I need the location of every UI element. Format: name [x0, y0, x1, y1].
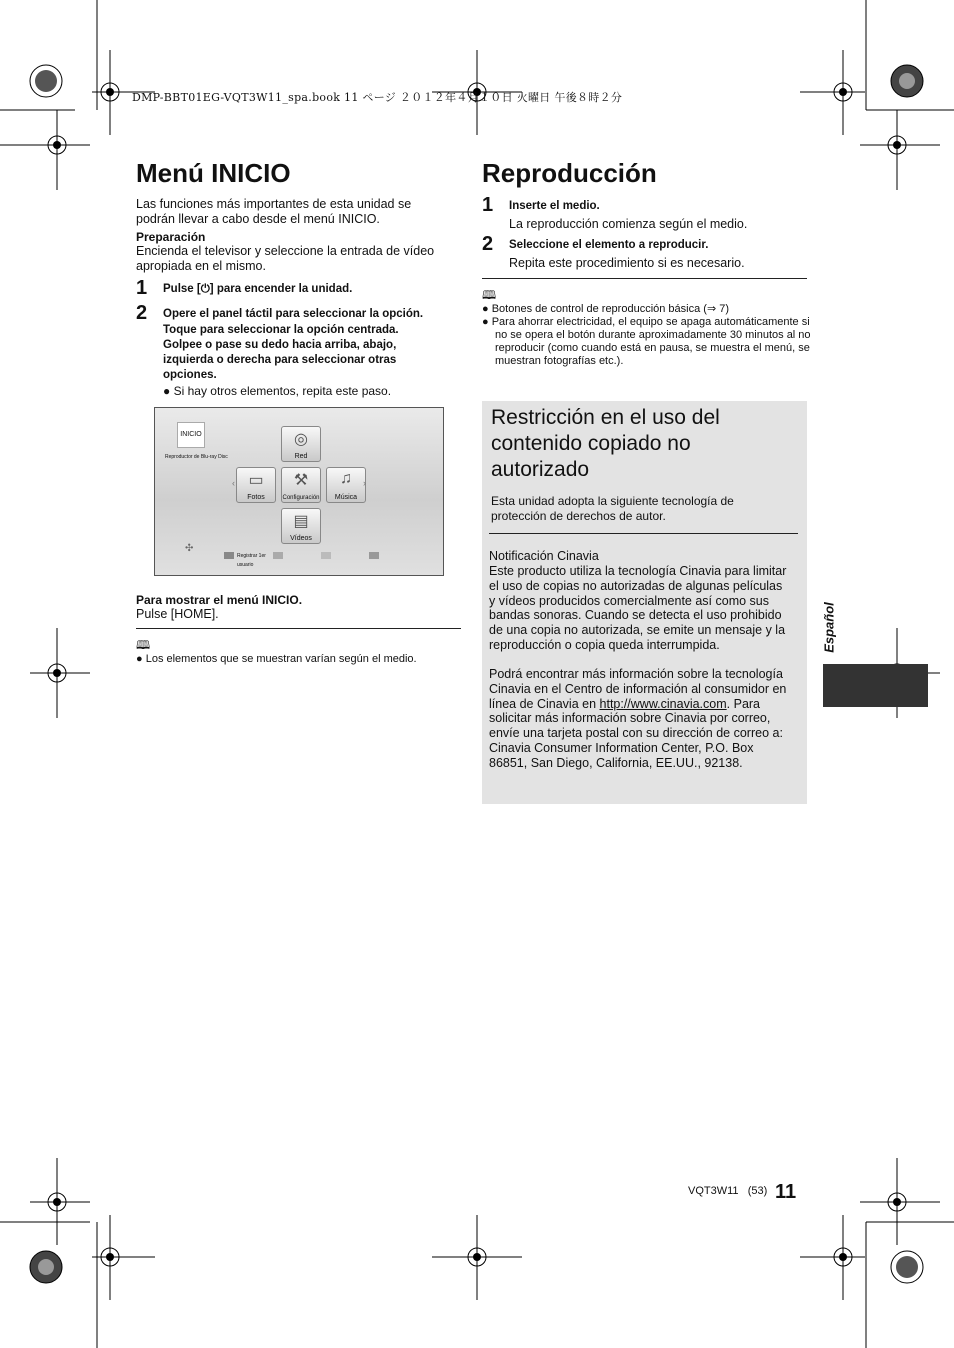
r-step-1-number: 1 — [482, 194, 494, 216]
r-step-2-sub: Repita este procedimiento si es necesario. — [509, 256, 745, 270]
tile-videos: ▤ Vídeos — [281, 508, 321, 544]
green-button-icon — [273, 552, 283, 559]
cinavia-notice-1: Este producto utiliza la tecnología Cinavia para limitar el uso de copias no autorizadas de algunas películas y vídeos producidos comercialmente así como sus bandas sonoras. Cuando se detecta el uso prohibido de una copia no autorizada, se emite un mensaje y la reproducción o copia queda interrumpida. — [489, 564, 787, 652]
book-note-icon: 🕮 — [482, 288, 497, 302]
tools-icon: ⚒ — [293, 472, 309, 489]
box-divider — [489, 533, 798, 534]
step-1-number: 1 — [136, 277, 148, 299]
cinavia-notice-2: Podrá encontrar más información sobre la tecnología Cinavia en el Centro de información al consumidor en línea de Cinavia en http://www.cinavia.com. Para solicitar más información sobre Cinavia por correo, envíe una tarjeta postal con su dirección de correo a: Cinavia Consumer Information Center, P.O. Box 86851, San Diego, California, EE.UU., 92138. — [489, 667, 787, 770]
tile-config: ⚒ Configuración — [281, 467, 321, 503]
tile-red: ◎ Red — [281, 426, 321, 462]
red-button-icon — [224, 552, 234, 559]
r-step-1-sub: La reproducción comienza según el medio. — [509, 217, 748, 231]
step-2-bullet: ● Si hay otros elementos, repita este paso. — [163, 384, 392, 398]
box-title: Restricción en el uso del contenido copiado no autorizado — [491, 406, 720, 481]
film-icon: ▤ — [293, 513, 309, 530]
player-subtitle: Reproductor de Blu-ray Disc — [165, 454, 228, 460]
tile-fotos: ▭ Fotos — [236, 467, 276, 503]
note-bullet-right-1: ● Botones de control de reproducción básica (⇒ 7) — [482, 303, 729, 315]
chevron-left-icon: ‹ — [232, 478, 235, 488]
divider-right — [482, 278, 807, 279]
cinavia-link[interactable]: http://www.cinavia.com — [599, 696, 727, 711]
file-header: DMP-BBT01EG-VQT3W11_spa.book 11 ページ ２０１２年４月１０日 火曜日 午後８時２分 — [132, 91, 623, 104]
note-bullet-left: ● Los elementos que se muestran varían según el medio. — [136, 653, 417, 665]
r-step-2-text: Seleccione el elemento a reproducir. — [509, 239, 709, 251]
menu-inicio-title: Menú INICIO — [136, 158, 291, 188]
register-user-label: Registrar 1er usuario — [237, 553, 266, 568]
box-intro: Esta unidad adopta la siguiente tecnología de protección de derechos de autor. — [491, 494, 734, 523]
r-step-2-number: 2 — [482, 233, 494, 255]
tile-musica: ♫ Música — [326, 467, 366, 503]
show-menu-text: Pulse [HOME]. — [136, 607, 219, 621]
cinavia-notice-title: Notificación Cinavia — [489, 549, 599, 563]
step-2-number: 2 — [136, 302, 148, 324]
photos-icon: ▭ — [248, 472, 264, 489]
divider-left — [136, 628, 461, 629]
blue-button-icon — [369, 552, 379, 559]
language-tab — [819, 600, 839, 660]
prep-text: Encienda el televisor y seleccione la entrada de vídeo apropiada en el mismo. — [136, 244, 435, 273]
inicio-label: INICIO — [177, 422, 205, 448]
chevron-right-icon: › — [363, 478, 366, 488]
language-label: Español — [821, 602, 837, 653]
footer-code: VQT3W11 (53) — [688, 1185, 768, 1197]
intro-text: Las funciones más importantes de esta unidad se podrán llevar a cabo desde el menú INICIO. — [136, 197, 412, 226]
book-note-icon: 🕮 — [136, 638, 151, 652]
step-2-text: Opere el panel táctil para seleccionar la opción. — [163, 308, 424, 320]
prep-label: Preparación — [136, 230, 206, 244]
language-tab-block — [823, 664, 928, 707]
music-icon: ♫ — [340, 470, 352, 487]
page-number: 11 — [775, 1181, 797, 1203]
r-step-1-text: Inserte el medio. — [509, 200, 600, 212]
show-menu-label: Para mostrar el menú INICIO. — [136, 593, 303, 607]
navigation-pad-icon: ✣ — [185, 543, 194, 554]
step-1-text: Pulse [⏻] para encender la unidad. — [163, 283, 353, 295]
step-2-sub: Toque para seleccionar la opción centrada. Golpee o pase su dedo hacia arriba, abajo, izquierda o derecha para seleccionar otras opciones. — [163, 324, 399, 381]
yellow-button-icon — [321, 552, 331, 559]
note-bullet-right-2: ● Para ahorrar electricidad, el equipo se apaga automáticamente si no se opera el botón durante aproximadamente 30 minutos al no reproducir (como cuando está en pausa, se muestra el menú, se muestran fotografías etc.). — [482, 316, 811, 367]
copy-restriction-box — [482, 401, 807, 804]
globe-icon: ◎ — [294, 431, 308, 448]
reproduccion-title: Reproducción — [482, 158, 657, 188]
home-screen-illustration — [154, 407, 444, 576]
